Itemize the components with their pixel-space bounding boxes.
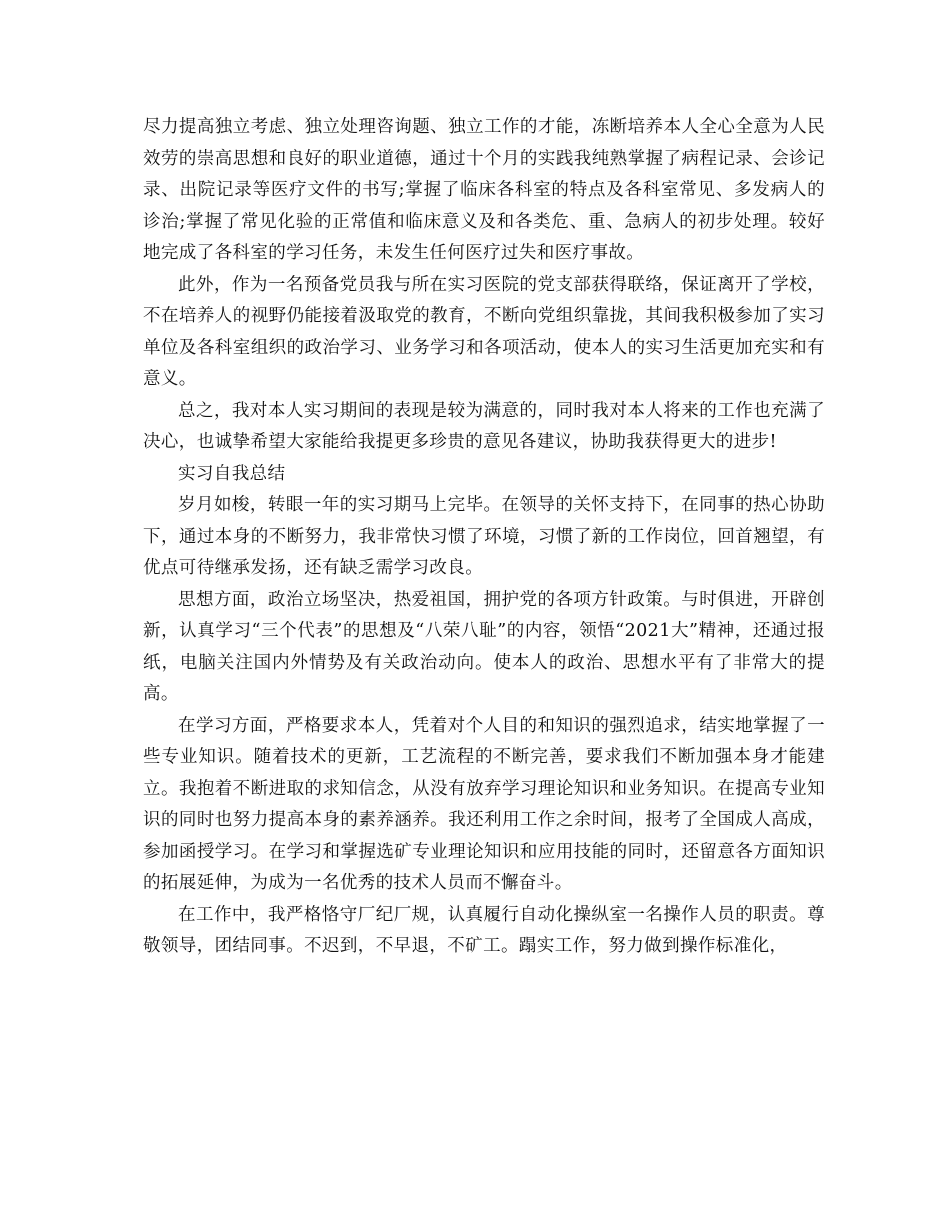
paragraph-1: 尽力提高独立考虑、独立处理咨询题、独立工作的才能，冻断培养本人全心全意为人民效劳的崇高思想和良好的职业道德，通过十个月的实践我纯熟掌握了病程记录、会诊记录、出院记录等医疗文件的书写;掌握了临床各科室的特点及各科室常见、多发病人的诊治;掌握了常见化验的正常值和临床意义及和各类危、重、急病人的初步处理。较好地完成了各科室的学习任务，未发生任何医疗过失和医疗事故。 <box>143 117 825 263</box>
paragraph-2: 此外，作为一名预备党员我与所在实习医院的党支部获得联络，保证离开了学校，不在培养人的视野仍能接着汲取党的教育，不断向党组织靠拢，其间我积极参加了实习单位及各科室组织的政治学习、业务学习和各项活动，使本人的实习生活更加充实和有意义。 <box>143 274 825 389</box>
paragraph-7: 在工作中，我严格恪守厂纪厂规，认真履行自动化操纵室一名操作人员的职责。尊敬领导，团结同事。不迟到，不早退，不矿工。蹋实工作，努力做到操作标准化， <box>143 904 825 956</box>
document-body <box>143 112 825 963</box>
paragraph-4: 岁月如梭，转眼一年的实习期马上完毕。在领导的关怀支持下，在同事的热心协助下，通过本身的不断努力，我非常快习惯了环境，习惯了新的工作岗位，回首翘望，有优点可待继承发扬，还有缺乏需学习改良。 <box>143 495 825 578</box>
paragraph-3: 总之，我对本人实习期间的表现是较为满意的，同时我对本人将来的工作也充满了决心，也诚挚希望大家能给我提更多珍贵的意见各建议，协助我获得更大的进步! <box>143 400 825 452</box>
paragraph-5: 思想方面，政治立场坚决，热爱祖国，拥护党的各项方针政策。与时俱进，开辟创新，认真学习“三个代表”的思想及“八荣八耻”的内容，领悟“2021大”精神，还通过报纸，电脑关注国内外情势及有关政治动向。使本人的政治、思想水平有了非常大的提高。 <box>143 589 825 704</box>
section-heading: 实习自我总结 <box>178 463 286 484</box>
paragraph-6: 在学习方面，严格要求本人，凭着对个人目的和知识的强烈追求，结实地掌握了一些专业知识。随着技术的更新，工艺流程的不断完善，要求我们不断加强本身才能建立。我抱着不断进取的求知信念，从没有放弃学习理论知识和业务知识。在提高专业知识的同时也努力提高本身的素养涵养。我还利用工作之余时间，报考了全国成人高成，参加函授学习。在学习和掌握选矿专业理论知识和应用技能的同时，还留意各方面知识的拓展延伸，为成为一名优秀的技术人员而不懈奋斗。 <box>143 715 825 893</box>
